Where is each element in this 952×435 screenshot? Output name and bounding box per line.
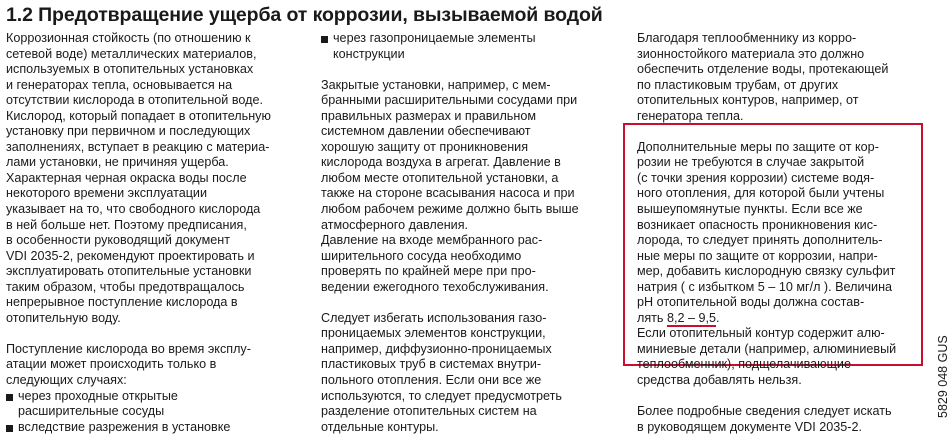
text-line: кислорода воздуха в агрегат. Давление в: [321, 155, 561, 170]
square-bullet-icon: [321, 36, 328, 43]
text-line: в особенности руководящий документ: [6, 233, 230, 248]
text-line: возникает опасность проникновения кис-: [637, 217, 878, 232]
paragraph-avoid-gas-permeable: [321, 311, 617, 435]
text-line: польного отопления. Если они все же: [321, 373, 542, 388]
paragraph-heat-exchanger: [637, 31, 927, 124]
text-line: любом рабочем режиме должно быть выше: [321, 202, 579, 217]
text-line: разделение отопительных систем на: [321, 404, 537, 419]
text-line: пластиковых труб в системах внутри-: [321, 357, 542, 372]
text-line: используются, то следует предусмотреть: [321, 388, 562, 403]
paragraph-additional-measures: [637, 140, 927, 389]
text-line: ные меры по защите от коррозии, напри-: [637, 248, 878, 263]
text-line: непрерывное поступление кислорода в: [6, 295, 238, 310]
text-line: отдельные контуры.: [321, 419, 439, 434]
text-line: Благодаря теплообменнику из корро-: [637, 31, 857, 45]
paragraph-corrosion-resistance: [6, 31, 302, 326]
text-line: ного отопления, для которой были учтены: [637, 186, 885, 201]
text-line: Следует избегать использования газо-: [321, 310, 547, 325]
text-line: отсутствии кислорода в отопительной воде.: [6, 93, 263, 108]
text-line: вышеупомянутые пункты. Если все же: [637, 202, 863, 217]
text-line: Поступление кислорода во время эксплу-: [6, 341, 251, 356]
text-line: VDI 2035-2, рекомендуют проектировать и: [6, 248, 255, 263]
list-item-gas-permeable-elements: [321, 31, 617, 62]
text-line: сетевой воде) металлических материалов,: [6, 46, 257, 61]
list-item-open-expansion-vessels: [6, 389, 302, 420]
ph-prefix: лять: [637, 310, 667, 325]
square-bullet-icon: [6, 425, 13, 432]
text-line: pH отопительной воды должна состав-: [637, 295, 865, 310]
text-line: Если отопительный контур содержит алю-: [637, 326, 885, 341]
text-line: Коррозионная стойкость (по отношению к: [6, 31, 251, 45]
paragraph-oxygen-ingress: [6, 342, 302, 389]
text-line: бранными расширительными сосудами при: [321, 93, 578, 108]
list-item-vacuum: [6, 420, 302, 435]
text-line: таким образом, чтобы предотвращалось: [6, 279, 245, 294]
text-line: Давление на входе мембранного рас-: [321, 233, 543, 248]
text-line: миниевые детали (например, алюминиевый: [637, 341, 897, 356]
text-line: атмосферного давления.: [321, 217, 469, 232]
text-line: например, диффузионно-проницаемых: [321, 341, 552, 356]
text-line: эксплуатировать отопительные установки: [6, 264, 252, 279]
text-line: Кислород, который попадает в отопительную: [6, 108, 271, 123]
text-line: указывает на то, что свободного кислорода: [6, 202, 261, 217]
text-line: отопительную воду.: [6, 310, 121, 325]
text-line: заполнениях, вступает в реакцию с материа-: [6, 139, 270, 154]
document-code: 5829 048 GUS: [936, 335, 950, 418]
text-line: проверять по крайней мере при про-: [321, 264, 536, 279]
square-bullet-icon: [6, 394, 13, 401]
text-line: лами установки, не причиняя ущерба.: [6, 155, 229, 170]
text-line: некоторого времени эксплуатации: [6, 186, 207, 201]
text-line: Характерная черная окраска воды после: [6, 170, 247, 185]
text-line: расширительные сосуды: [18, 404, 165, 419]
text-line: ширительного сосуда необходимо: [321, 248, 522, 263]
section-heading: 1.2 Предотвращение ущерба от коррозии, вызываемой водой: [6, 4, 603, 26]
text-line: правильных размерах и правильном: [321, 108, 536, 123]
text-line: в руководящем документе VDI 2035-2.: [637, 419, 862, 434]
text-line: через проходные открытые: [18, 388, 178, 403]
ph-value: 8,2 – 9,5: [667, 310, 717, 325]
text-line: и генераторах тепла, основывается на: [6, 77, 233, 92]
column-3: [637, 31, 927, 435]
ph-value-line: [637, 311, 927, 327]
text-line: Закрытые установки, например, с мем-: [321, 77, 551, 92]
text-line: по пластиковым трубам, от других: [637, 77, 839, 92]
text-line: в ней больше нет. Поэтому предписания,: [6, 217, 247, 232]
text-line: Более подробные сведения следует искать: [637, 404, 892, 419]
text-line: системном давлении обеспечивают: [321, 124, 531, 139]
ph-suffix: .: [716, 310, 720, 325]
text-line: лорода, то следует принять дополнитель-: [637, 233, 883, 248]
text-line: Дополнительные меры по защите от кор-: [637, 139, 879, 154]
text-line: проницаемых элементов конструкции,: [321, 326, 546, 341]
text-line: атации может происходить только в: [6, 357, 217, 372]
column-2: [321, 31, 617, 435]
column-1: [6, 31, 302, 435]
paragraph-closed-systems: [321, 78, 617, 296]
text-line: теплообменник), подщелачивающие: [637, 357, 851, 372]
text-line: ведении ежегодного техобслуживания.: [321, 279, 549, 294]
text-line: следующих случаях:: [6, 373, 127, 388]
text-line: любом месте отопительной установки, а: [321, 170, 559, 185]
paragraph-more-info: [637, 404, 927, 435]
text-line: мер, добавить кислородную связку сульфит: [637, 264, 896, 279]
text-line: средства добавлять нельзя.: [637, 373, 802, 388]
text-line: генератора тепла.: [637, 108, 744, 123]
text-line: через газопроницаемые элементы: [333, 31, 536, 45]
text-line: обеспечить отделение воды, протекающей: [637, 62, 889, 77]
text-line: отопительных контуров, например, от: [637, 93, 859, 108]
text-line: установку при первичном и последующих: [6, 124, 251, 139]
text-line: вследствие разрежения в установке: [18, 419, 231, 434]
text-line: зионностойкого материала это должно: [637, 46, 865, 61]
text-line: розии не требуются в случае закрытой: [637, 155, 865, 170]
text-line: также на стороне всасывания насоса и при: [321, 186, 575, 201]
text-line: (с точки зрения коррозии) системе водя-: [637, 170, 875, 185]
text-line: конструкции: [333, 46, 405, 61]
text-line: натрия ( с избытком 5 – 10 мг/л ). Величина: [637, 279, 893, 294]
text-line: хорошую защиту от проникновения: [321, 139, 529, 154]
text-line: используемых в отопительных установках: [6, 62, 254, 77]
